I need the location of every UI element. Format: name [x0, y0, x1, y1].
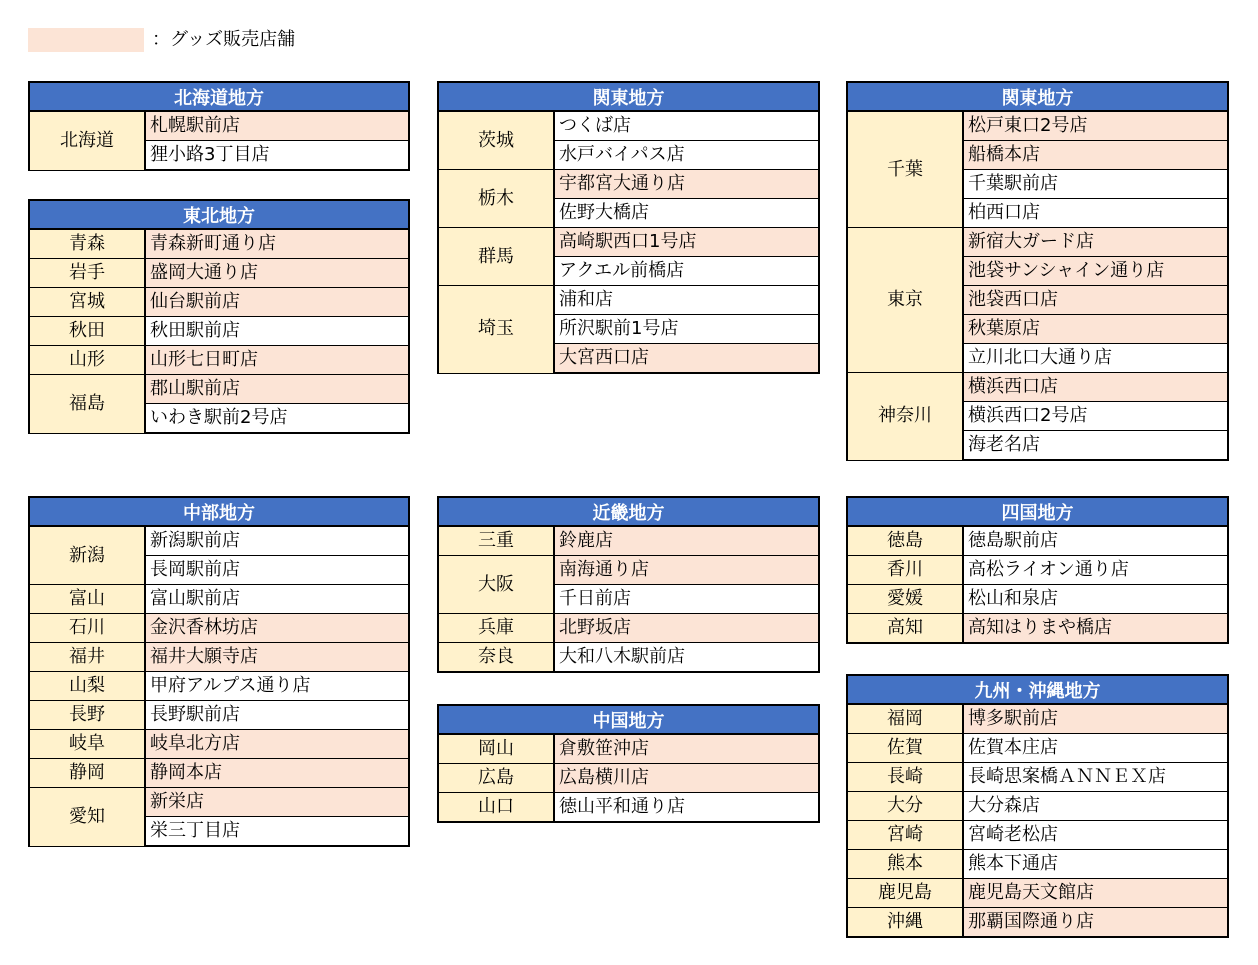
- store-row: [29, 317, 409, 346]
- region-table: [437, 81, 820, 374]
- goods-store-cell: 博多駅前店: [963, 704, 1228, 734]
- goods-store-cell: 高知はりまや橋店: [963, 614, 1228, 644]
- store-row: [847, 228, 1228, 257]
- store-row: [847, 614, 1228, 644]
- region-table: [437, 704, 820, 823]
- store-row: [29, 346, 409, 375]
- prefecture-cell: 兵庫: [438, 614, 554, 643]
- store-row: [847, 821, 1228, 850]
- prefecture-cell: 愛媛: [847, 585, 963, 614]
- store-row: [438, 793, 819, 823]
- prefecture-cell: 大阪: [438, 556, 554, 614]
- store-cell: 千日前店: [554, 585, 819, 614]
- store-cell: アクエル前橋店: [554, 257, 819, 286]
- store-cell: 大分森店: [963, 792, 1228, 821]
- store-row: [29, 585, 409, 614]
- store-row: [29, 375, 409, 404]
- store-cell: 栄三丁目店: [145, 817, 409, 847]
- store-row: [847, 111, 1228, 141]
- goods-store-cell: 池袋西口店: [963, 286, 1228, 315]
- store-row: [847, 704, 1228, 734]
- prefecture-cell: 東京: [847, 228, 963, 373]
- prefecture-cell: 福島: [29, 375, 145, 434]
- prefecture-cell: 愛知: [29, 788, 145, 847]
- store-cell: 長岡駅前店: [145, 556, 409, 585]
- store-row: [438, 556, 819, 585]
- prefecture-cell: 茨城: [438, 111, 554, 170]
- goods-store-cell: 松戸東口2号店: [963, 111, 1228, 141]
- prefecture-cell: 埼玉: [438, 286, 554, 374]
- region-table: [846, 674, 1229, 938]
- region-table: [437, 496, 820, 673]
- prefecture-cell: 長野: [29, 701, 145, 730]
- store-row: [847, 556, 1228, 585]
- store-row: [29, 111, 409, 141]
- goods-store-cell: 福井大願寺店: [145, 643, 409, 672]
- store-row: [847, 373, 1228, 402]
- store-cell: 千葉駅前店: [963, 170, 1228, 199]
- prefecture-cell: 群馬: [438, 228, 554, 286]
- prefecture-cell: 山形: [29, 346, 145, 375]
- goods-store-cell: 広島横川店: [554, 764, 819, 793]
- goods-store-cell: 新宿大ガード店: [963, 228, 1228, 257]
- store-row: [847, 526, 1228, 556]
- goods-store-cell: 鹿児島天文館店: [963, 879, 1228, 908]
- store-cell: つくば店: [554, 111, 819, 141]
- prefecture-cell: 宮城: [29, 288, 145, 317]
- store-cell: 宮崎老松店: [963, 821, 1228, 850]
- prefecture-cell: 山口: [438, 793, 554, 823]
- store-cell: 長崎思案橋ＡＮＮＥＸ店: [963, 763, 1228, 792]
- legend-label: ：グッズ販売店舗: [152, 29, 296, 50]
- prefecture-cell: 青森: [29, 229, 145, 259]
- store-cell: 横浜西口2号店: [963, 402, 1228, 431]
- prefecture-cell: 奈良: [438, 643, 554, 673]
- region-title: 近畿地方: [438, 497, 819, 526]
- goods-store-cell: 南海通り店: [554, 556, 819, 585]
- goods-store-cell: 横浜西口店: [963, 373, 1228, 402]
- region-title: 関東地方: [438, 82, 819, 111]
- prefecture-cell: 高知: [847, 614, 963, 644]
- store-cell: 佐賀本庄店: [963, 734, 1228, 763]
- store-cell: 徳山平和通り店: [554, 793, 819, 823]
- store-row: [847, 850, 1228, 879]
- store-cell: 浦和店: [554, 286, 819, 315]
- store-row: [29, 526, 409, 556]
- goods-store-cell: 郡山駅前店: [145, 375, 409, 404]
- store-row: [438, 526, 819, 556]
- goods-store-cell: 那覇国際通り店: [963, 908, 1228, 938]
- prefecture-cell: 神奈川: [847, 373, 963, 461]
- goods-store-cell: 青森新町通り店: [145, 229, 409, 259]
- region-table: [28, 81, 410, 171]
- store-cell: 立川北口大通り店: [963, 344, 1228, 373]
- store-row: [847, 734, 1228, 763]
- store-cell: 佐野大橋店: [554, 199, 819, 228]
- prefecture-cell: 山梨: [29, 672, 145, 701]
- prefecture-cell: 佐賀: [847, 734, 963, 763]
- region-title: 中部地方: [29, 497, 409, 526]
- region-title: 中国地方: [438, 705, 819, 734]
- prefecture-cell: 三重: [438, 526, 554, 556]
- store-row: [438, 764, 819, 793]
- prefecture-cell: 栃木: [438, 170, 554, 228]
- region-title: 北海道地方: [29, 82, 409, 111]
- store-row: [438, 614, 819, 643]
- prefecture-cell: 秋田: [29, 317, 145, 346]
- store-cell: 甲府アルプス通り店: [145, 672, 409, 701]
- store-row: [29, 730, 409, 759]
- prefecture-cell: 広島: [438, 764, 554, 793]
- store-row: [29, 672, 409, 701]
- store-row: [29, 788, 409, 817]
- store-cell: 富山駅前店: [145, 585, 409, 614]
- goods-store-cell: 盛岡大通り店: [145, 259, 409, 288]
- prefecture-cell: 熊本: [847, 850, 963, 879]
- prefecture-cell: 北海道: [29, 111, 145, 170]
- goods-store-cell: 岐阜北方店: [145, 730, 409, 759]
- store-row: [29, 229, 409, 259]
- goods-store-cell: 宇都宮大通り店: [554, 170, 819, 199]
- goods-store-cell: 秋葉原店: [963, 315, 1228, 344]
- store-row: [438, 170, 819, 199]
- goods-store-cell: 山形七日町店: [145, 346, 409, 375]
- store-cell: 大和八木駅前店: [554, 643, 819, 673]
- prefecture-cell: 香川: [847, 556, 963, 585]
- prefecture-cell: 鹿児島: [847, 879, 963, 908]
- store-row: [29, 643, 409, 672]
- goods-store-cell: 船橋本店: [963, 141, 1228, 170]
- goods-store-cell: 大宮西口店: [554, 344, 819, 374]
- goods-store-cell: 仙台駅前店: [145, 288, 409, 317]
- store-row: [847, 763, 1228, 792]
- store-row: [29, 701, 409, 730]
- prefecture-cell: 岡山: [438, 734, 554, 764]
- goods-store-cell: 金沢香林坊店: [145, 614, 409, 643]
- store-row: [847, 792, 1228, 821]
- store-cell: 狸小路3丁目店: [145, 141, 409, 171]
- goods-store-cell: 新栄店: [145, 788, 409, 817]
- store-cell: 海老名店: [963, 431, 1228, 461]
- prefecture-cell: 千葉: [847, 111, 963, 228]
- store-cell: 松山和泉店: [963, 585, 1228, 614]
- store-cell: いわき駅前2号店: [145, 404, 409, 434]
- region-table: [846, 81, 1229, 461]
- prefecture-cell: 徳島: [847, 526, 963, 556]
- store-row: [438, 111, 819, 141]
- prefecture-cell: 石川: [29, 614, 145, 643]
- store-row: [29, 259, 409, 288]
- prefecture-cell: 静岡: [29, 759, 145, 788]
- goods-store-cell: 倉敷笹沖店: [554, 734, 819, 764]
- prefecture-cell: 岐阜: [29, 730, 145, 759]
- store-row: [29, 614, 409, 643]
- goods-store-cell: 池袋サンシャイン通り店: [963, 257, 1228, 286]
- store-cell: 水戸バイパス店: [554, 141, 819, 170]
- prefecture-cell: 大分: [847, 792, 963, 821]
- store-cell: 長野駅前店: [145, 701, 409, 730]
- goods-store-cell: 札幌駅前店: [145, 111, 409, 141]
- goods-store-cell: 静岡本店: [145, 759, 409, 788]
- region-title: 四国地方: [847, 497, 1228, 526]
- store-cell: 熊本下通店: [963, 850, 1228, 879]
- store-cell: 新潟駅前店: [145, 526, 409, 556]
- store-cell: 柏西口店: [963, 199, 1228, 228]
- store-row: [847, 879, 1228, 908]
- region-table: [28, 199, 410, 434]
- store-row: [438, 228, 819, 257]
- prefecture-cell: 福井: [29, 643, 145, 672]
- prefecture-cell: 福岡: [847, 704, 963, 734]
- store-row: [847, 908, 1228, 938]
- prefecture-cell: 長崎: [847, 763, 963, 792]
- goods-store-cell: 鈴鹿店: [554, 526, 819, 556]
- region-title: 九州・沖縄地方: [847, 675, 1228, 704]
- goods-store-cell: 高崎駅西口1号店: [554, 228, 819, 257]
- prefecture-cell: 宮崎: [847, 821, 963, 850]
- store-row: [438, 643, 819, 673]
- store-row: [438, 286, 819, 315]
- store-cell: 徳島駅前店: [963, 526, 1228, 556]
- goods-store-cell: 北野坂店: [554, 614, 819, 643]
- store-row: [29, 288, 409, 317]
- store-cell: 所沢駅前1号店: [554, 315, 819, 344]
- store-row: [847, 585, 1228, 614]
- region-title: 関東地方: [847, 82, 1228, 111]
- store-cell: 秋田駅前店: [145, 317, 409, 346]
- region-table: [28, 496, 410, 847]
- store-row: [29, 759, 409, 788]
- store-cell: 高松ライオン通り店: [963, 556, 1228, 585]
- prefecture-cell: 富山: [29, 585, 145, 614]
- prefecture-cell: 新潟: [29, 526, 145, 585]
- legend: [28, 28, 295, 52]
- prefecture-cell: 岩手: [29, 259, 145, 288]
- region-title: 東北地方: [29, 200, 409, 229]
- store-row: [438, 734, 819, 764]
- legend-swatch: [28, 28, 144, 52]
- region-table: [846, 496, 1229, 644]
- prefecture-cell: 沖縄: [847, 908, 963, 938]
